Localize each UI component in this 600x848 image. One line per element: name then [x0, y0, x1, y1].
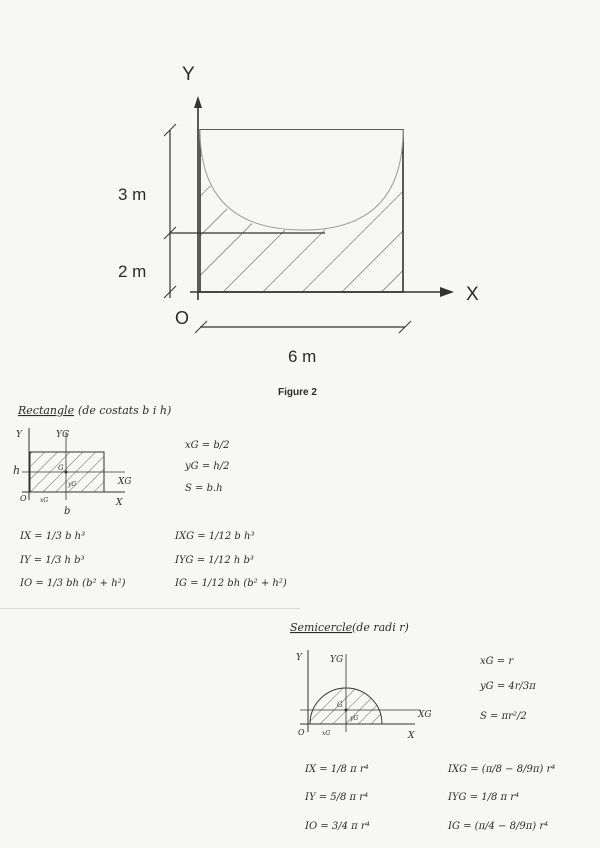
- semi-io: IO = 3/4 π r⁴: [305, 821, 370, 832]
- rect-yg-eq: yG = h/2: [185, 461, 230, 472]
- rect-axis-y: Y: [16, 430, 22, 440]
- rect-axis-x: X: [116, 498, 123, 508]
- origin-label: O: [175, 308, 190, 328]
- semi-iy: IY = 5/8 π r⁴: [305, 792, 369, 803]
- semi-ix: IX = 1/8 π r⁴: [305, 764, 369, 775]
- rect-side-h: h: [13, 464, 21, 477]
- semi-ig: IG = (π/4 − 8/9π) r⁴: [448, 821, 549, 832]
- semi-yg-eq: yG = 4r/3π: [480, 681, 536, 692]
- y-axis-arrow: [194, 96, 202, 108]
- semi-iyg: IYG = 1/8 π r⁴: [448, 792, 520, 803]
- dim-lower-label: 2 m: [118, 262, 147, 281]
- semi-xg-eq: xG = r: [480, 656, 514, 667]
- figure-2: [118, 64, 479, 398]
- rect-xg-label: xG: [40, 497, 49, 504]
- rect-axis-xg: XG: [118, 477, 132, 487]
- semi-xg-label: xG: [322, 730, 331, 737]
- rect-ig: IG = 1/12 bh (b² + h²): [175, 578, 287, 589]
- semicircle-section: [290, 621, 555, 832]
- rect-xg-eq: xG = b/2: [185, 440, 230, 451]
- semicircle-subtitle: (de radi r): [352, 621, 409, 634]
- rect-area-eq: S = b.h: [185, 483, 223, 494]
- rectangle-section: [13, 404, 287, 589]
- page-fold-line: [0, 608, 300, 609]
- rect-ix: IX = 1/3 b h³: [20, 531, 86, 542]
- semicircle-title: Semicercle: [290, 621, 353, 634]
- dim-upper-label: 3 m: [118, 185, 147, 204]
- semi-axis-y: Y: [296, 653, 302, 663]
- rect-yg-label: yG: [68, 481, 77, 488]
- rect-origin: O: [20, 494, 27, 503]
- y-axis-label: Y: [182, 64, 195, 85]
- semi-yg-label: yG: [350, 715, 359, 722]
- semi-axis-x: X: [408, 731, 415, 741]
- rect-centroid-dot: [65, 471, 68, 474]
- rect-iyg: IYG = 1/12 h b³: [175, 555, 254, 566]
- rect-iy: IY = 1/3 h b³: [20, 555, 85, 566]
- semi-axis-yg: YG: [330, 655, 344, 665]
- semi-origin: O: [298, 728, 305, 737]
- dim-width-label: 6 m: [288, 347, 317, 366]
- rect-axis-yg: YG: [56, 430, 70, 440]
- semi-area-eq: S = πr²/2: [480, 711, 527, 722]
- semi-centroid-dot: [345, 709, 348, 712]
- x-axis-label: X: [466, 284, 479, 305]
- figure-caption: Figure 2: [278, 387, 317, 398]
- rect-centroid-label: G: [58, 464, 64, 472]
- semi-centroid-label: G: [337, 701, 343, 709]
- semi-ixg: IXG = (π/8 − 8/9π) r⁴: [448, 764, 556, 775]
- semi-axis-xg: XG: [418, 710, 432, 720]
- rectangle-title: Rectangle: [18, 404, 75, 417]
- x-axis-arrow: [440, 287, 454, 297]
- rect-ixg: IXG = 1/12 b h³: [175, 531, 255, 542]
- rectangle-subtitle: (de costats b i h): [78, 404, 172, 417]
- rect-io: IO = 1/3 bh (b² + h²): [20, 578, 126, 589]
- rect-side-b: b: [64, 506, 71, 517]
